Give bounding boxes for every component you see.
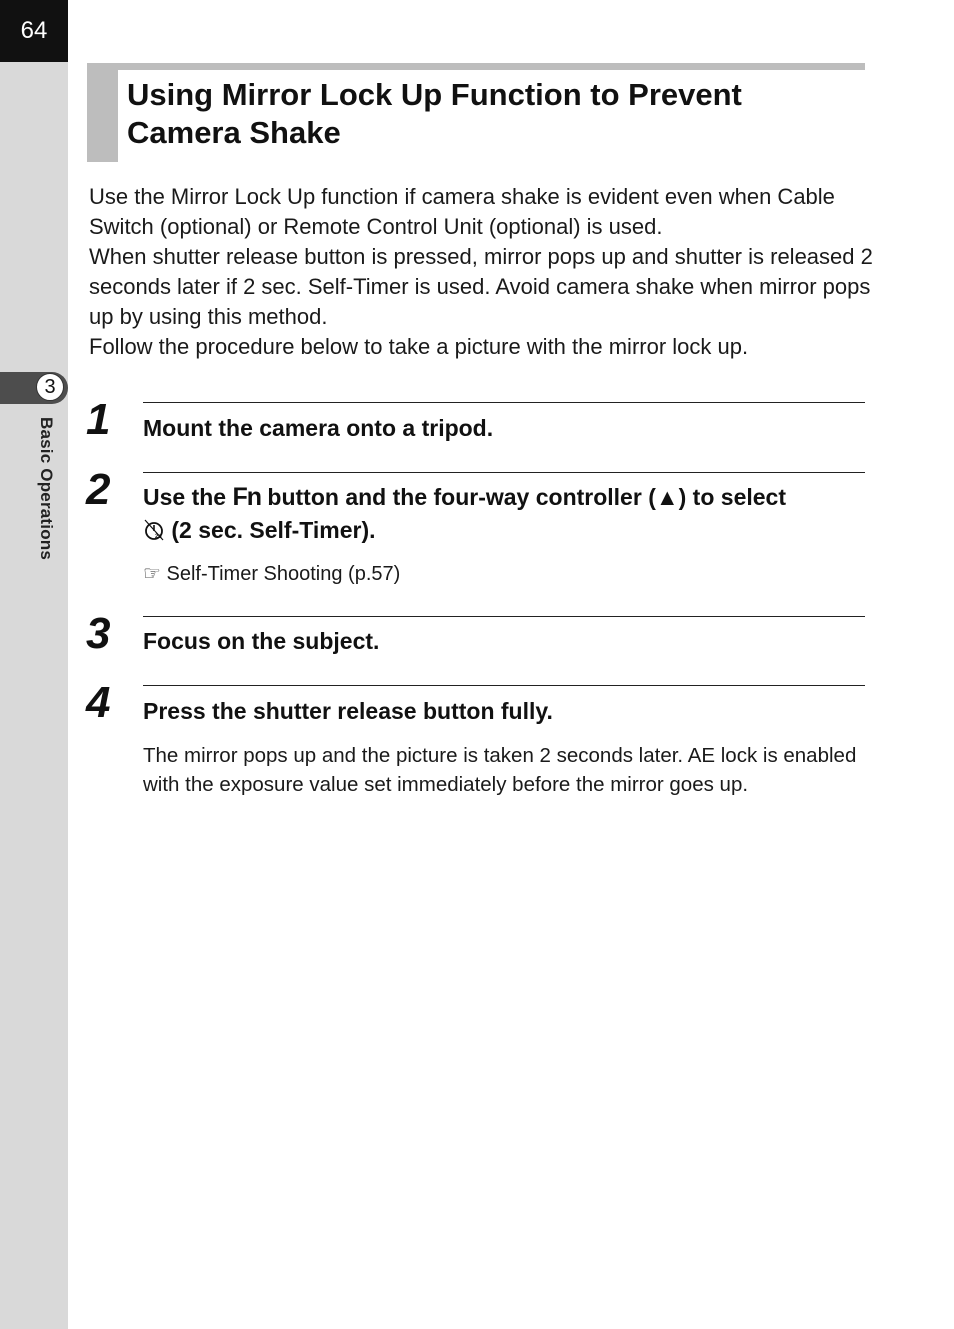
chapter-number: 3 [36, 373, 64, 401]
intro-paragraph: When shutter release button is pressed, mirror pops up and shutter is released 2 seconds later if 2 sec. Self-Timer is used. Avoid camera shake when mirror pops up by using this method. [89, 244, 873, 329]
step-divider [143, 402, 865, 403]
fn-button-icon: Fn [232, 483, 262, 511]
reference-text: Self-Timer Shooting (p.57) [166, 563, 401, 585]
step-4-note: The mirror pops up and the picture is taken 2 seconds later. AE lock is enabled with the exposure value set immediately before the mirror goes up. [143, 744, 857, 796]
step-2-line1: Use the Fn button and the four-way controller (▲) to select [143, 483, 786, 511]
step-2-line2: 2s (2 sec. Self-Timer). [143, 514, 873, 551]
step-1-text: Mount the camera onto a tripod. [143, 415, 494, 441]
chapter-label: Basic Operations [37, 417, 56, 561]
up-arrow-icon: ▲ [655, 484, 679, 510]
step-2-text [143, 481, 873, 551]
title-side-bar [87, 63, 118, 162]
intro-text [89, 182, 879, 362]
section-title-block [87, 63, 865, 162]
intro-paragraph: Use the Mirror Lock Up function if camera shake is evident even when Cable Switch (optional) or Remote Control Unit (optional) is used. [89, 184, 835, 239]
step-number: 2 [86, 465, 111, 514]
self-timer-2sec-icon [143, 518, 165, 551]
section-title-line2: Camera Shake [127, 115, 341, 150]
side-strip [0, 0, 68, 1329]
page-number: 64 [0, 0, 68, 62]
intro-paragraph: Follow the procedure below to take a picture with the mirror lock up. [89, 334, 749, 359]
pointing-hand-icon: ☞ [143, 563, 161, 585]
svg-text:2s: 2s [155, 534, 162, 540]
reference-link[interactable] [143, 561, 400, 587]
step-number: 3 [86, 609, 111, 658]
step-number: 1 [86, 395, 111, 444]
step-divider [143, 472, 865, 473]
step-3-text: Focus on the subject. [143, 628, 380, 654]
step-4-text: Press the shutter release button fully. [143, 698, 553, 724]
step-divider [143, 616, 865, 617]
step-divider [143, 685, 865, 686]
section-title [127, 76, 847, 152]
section-title-line1: Using Mirror Lock Up Function to Prevent [127, 77, 742, 112]
title-top-bar [87, 63, 865, 70]
step-number: 4 [86, 678, 111, 727]
